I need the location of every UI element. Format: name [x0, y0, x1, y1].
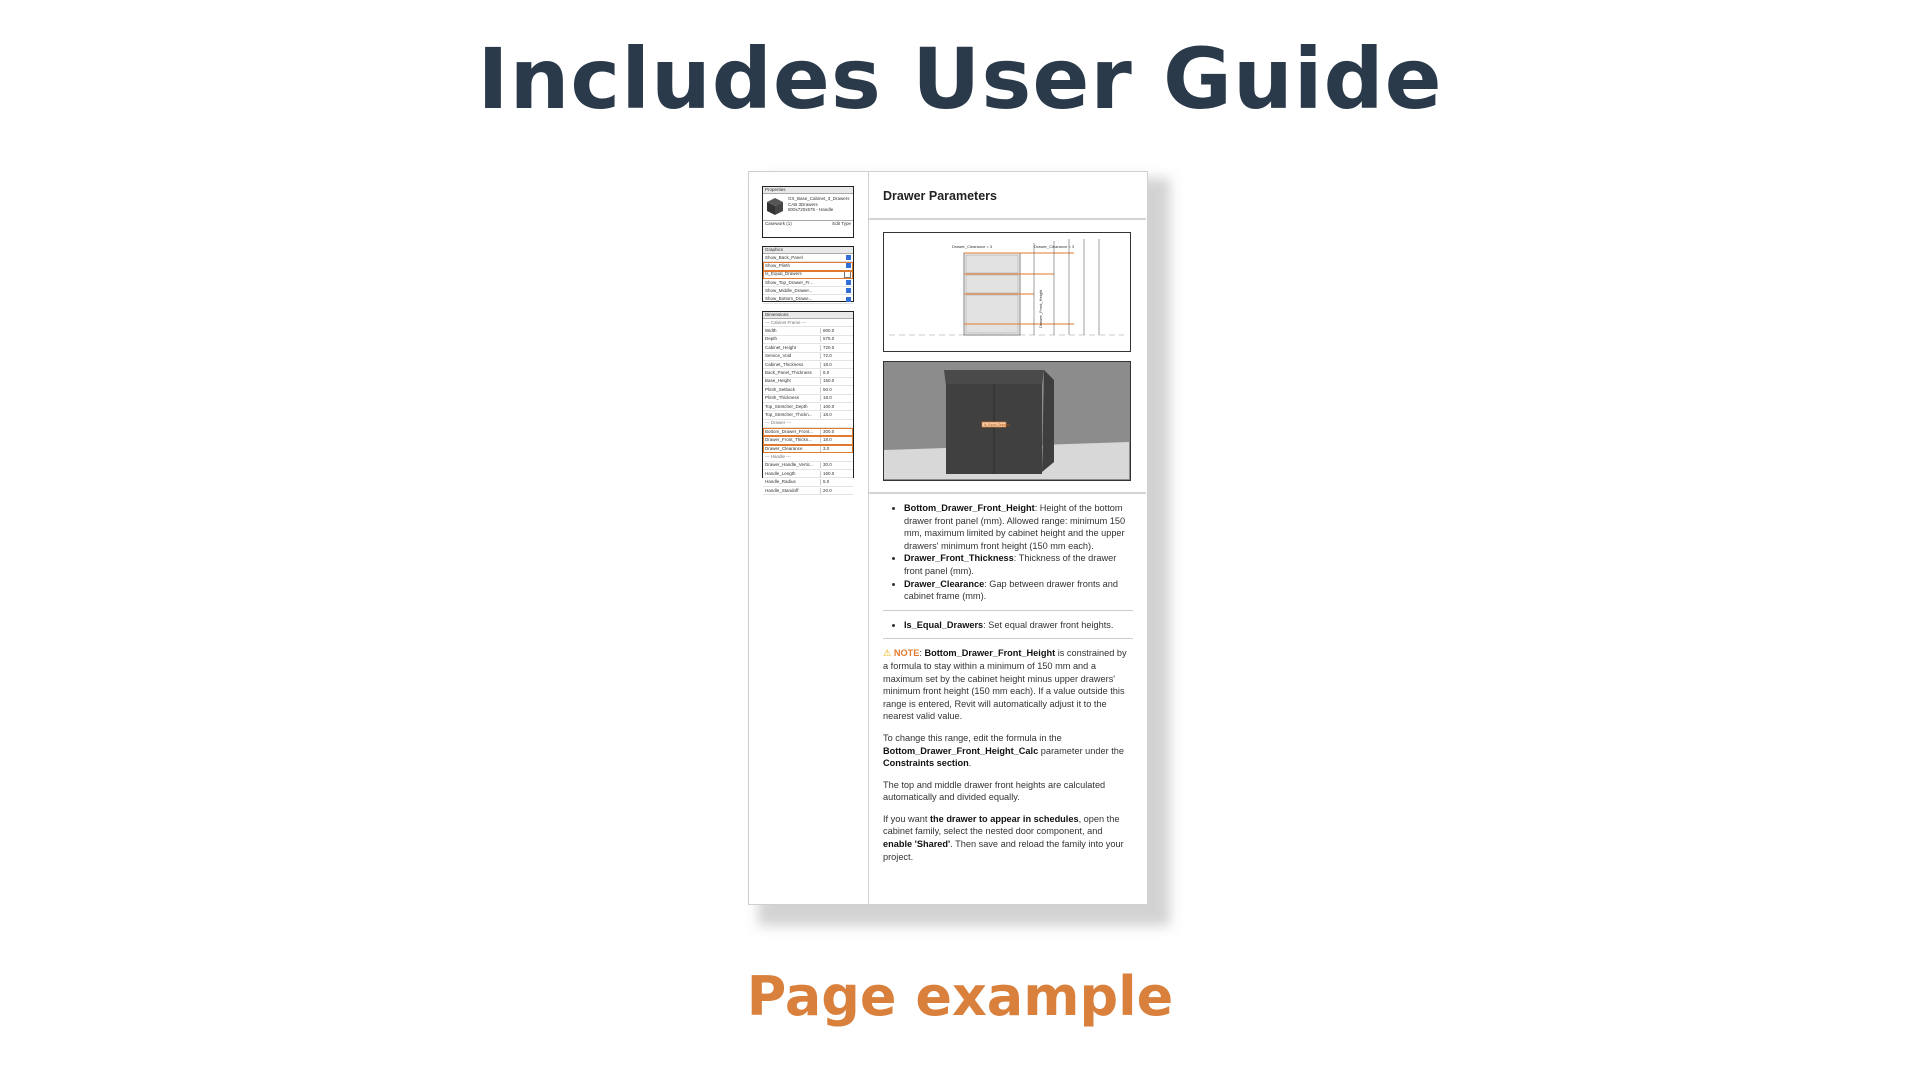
dimensions-row[interactable]	[763, 361, 853, 369]
parameter-term: Bottom_Drawer_Front_Height	[904, 503, 1035, 513]
divider	[869, 218, 1146, 220]
dimensions-row[interactable]	[763, 428, 853, 436]
parameter-item	[904, 552, 1133, 577]
dimensions-row[interactable]	[763, 353, 853, 361]
graphics-row[interactable]	[763, 271, 853, 279]
graphics-row-label: Show_Bottom_Drawe...	[765, 296, 813, 302]
parameter-term: Drawer_Clearance	[904, 578, 985, 589]
diagram-label: Drawer_Front_Height	[1038, 289, 1043, 328]
dimensions-row[interactable]	[763, 487, 853, 495]
dimensions-row[interactable]	[763, 386, 853, 394]
dimensions-row-value[interactable]: 800.0	[820, 328, 851, 334]
checkbox[interactable]	[846, 280, 851, 285]
graphics-panel-header: Graphics	[763, 247, 853, 254]
dimensions-row-value[interactable]: 100.0	[820, 404, 851, 410]
text-run: . Then save and reload the family into your project.	[883, 839, 1124, 862]
dimensions-row-label: Drawer_Clearance	[765, 445, 803, 451]
dimensions-group-header	[763, 420, 853, 428]
dimensions-row-label: Cabinet_Height	[765, 344, 797, 350]
dimensions-row-label: Top_Stretcher_Depth	[765, 403, 808, 409]
text-term: Bottom_Drawer_Front_Height_Calc	[883, 745, 1039, 756]
parameter-term: Drawer_Front_Thickness	[904, 553, 1014, 564]
checkbox[interactable]	[846, 288, 851, 293]
note-label: NOTE	[893, 648, 920, 659]
cabinet-cube-icon	[765, 196, 785, 216]
dimensions-row-value[interactable]: 50.0	[820, 387, 851, 393]
dimensions-row[interactable]	[763, 327, 853, 335]
dimensions-row-label: Drawer_Handle_Vertic...	[765, 462, 814, 468]
section-title: Drawer Parameters	[883, 189, 997, 203]
checkbox[interactable]	[846, 255, 851, 260]
dimensions-row-label: --- Cabinet Frame ---	[765, 319, 807, 325]
dimensions-row-label: Back_Panel_Thickness	[765, 370, 812, 376]
parameter-description	[883, 502, 1133, 872]
dimensions-row-label: Cabinet_Thickness	[765, 361, 804, 367]
graphics-row[interactable]	[763, 295, 853, 303]
text-run: If you want	[883, 813, 930, 824]
dimensions-row[interactable]	[763, 395, 853, 403]
schedule-paragraph	[883, 813, 1133, 863]
dimensions-row-label: Plinth_Thickness	[765, 395, 800, 401]
dimensions-row[interactable]	[763, 478, 853, 486]
dimensions-row-value[interactable]: 150.0	[820, 378, 851, 384]
graphics-row-label: Show_Top_Drawer_Fr...	[765, 279, 814, 285]
dimensions-row-label: Bottom_Drawer_Front...	[765, 428, 814, 434]
text-run: , open the cabinet family, select the nested door component, and	[883, 813, 1120, 837]
graphics-row-label: Is_Equal_Drawers	[765, 271, 802, 277]
parameter-item	[904, 578, 1133, 603]
content-column	[869, 172, 1146, 904]
separator	[883, 610, 1133, 611]
dimensions-row[interactable]	[763, 344, 853, 352]
dimensions-row[interactable]	[763, 403, 853, 411]
dimensions-row-label: Top_Stretcher_Thickn...	[765, 411, 813, 417]
dimensions-row-value[interactable]: 720.0	[820, 345, 851, 351]
dimensions-row[interactable]	[763, 378, 853, 386]
elevation-diagram	[883, 232, 1131, 352]
family-name: GX_Base_Cabinet_3_Drawers	[788, 196, 850, 201]
parameter-item	[904, 619, 1133, 632]
checkbox[interactable]	[846, 263, 851, 268]
dimensions-panel-header: Dimensions	[763, 312, 853, 319]
dimensions-row-value[interactable]: 300.0	[820, 429, 851, 435]
parameter-item	[904, 502, 1133, 552]
dimensions-group-header	[763, 319, 853, 327]
edit-type-button[interactable]: Edit Type	[832, 221, 851, 226]
parameter-text: : Set equal drawer front heights.	[983, 619, 1114, 630]
graphics-row[interactable]	[763, 279, 853, 287]
text-run: parameter under the	[1038, 745, 1125, 756]
type-selector	[763, 194, 853, 218]
graphics-row[interactable]	[763, 287, 853, 295]
instance-row	[763, 220, 853, 227]
dimensions-row-value[interactable]: 20.0	[820, 488, 851, 494]
change-range-paragraph	[883, 732, 1133, 770]
type-line-2: 800x720x575 - Handle	[788, 207, 834, 212]
diagram-label: Drawer_Clearance = 3	[952, 244, 993, 249]
dimensions-row-value[interactable]: 18.0	[820, 412, 851, 418]
caption: Page example	[746, 965, 1174, 1028]
parameter-text: : Gap between drawer fronts and cabinet frame (mm).	[904, 578, 1118, 602]
text-term: enable 'Shared'	[883, 839, 951, 850]
dimensions-row-value[interactable]: 18.0	[820, 395, 851, 401]
dimensions-row-value[interactable]: 18.0	[820, 362, 851, 368]
properties-column	[749, 172, 869, 904]
graphics-panel	[762, 246, 854, 302]
dimensions-panel	[762, 311, 854, 493]
text-term: Constraints section	[883, 758, 969, 769]
dimensions-row-label: Handle_Length	[765, 470, 796, 476]
dimensions-row-label: Handle_Radius	[765, 479, 796, 485]
checkbox[interactable]	[844, 271, 851, 278]
note-term: Bottom_Drawer_Front_Height	[924, 648, 1056, 659]
dimensions-row-value[interactable]: 160.0	[820, 471, 851, 477]
text-run: To change this range, edit the formula in the	[883, 732, 1062, 743]
dimensions-row[interactable]	[763, 411, 853, 419]
parameter-term: Is_Equal_Drawers	[904, 619, 984, 630]
parameter-text: : Thickness of the drawer front panel (mm).	[904, 553, 1117, 576]
divider	[869, 492, 1146, 494]
note-text: is constrained by a formula to stay within a minimum of 150 mm and a maximum set by the cabinet height minus upper drawers' minimum front height (150 mm each). If a value outside this range is entered, Revit will automatically adjust it to the nearest valid value.	[883, 648, 1127, 722]
graphics-row-label: Show_Back_Panel	[765, 254, 803, 260]
type-line-1: CAB 3Drawers	[788, 201, 818, 207]
dimensions-row-label: Service_Void	[765, 353, 792, 359]
dimensions-row-label: Base_Height	[765, 378, 791, 384]
diagram-label: Drawer_Clearance = 3	[1034, 244, 1075, 249]
equal-heights-paragraph: The top and middle drawer front heights are calculated automatically and divided equally.	[883, 779, 1106, 803]
warning-icon: ⚠	[883, 648, 892, 659]
dimensions-row[interactable]	[763, 336, 853, 344]
dimensions-row-label: Width	[765, 328, 777, 334]
separator	[883, 638, 1133, 639]
dimensions-row-value[interactable]: 18.0	[820, 437, 851, 443]
dimensions-row-label: Plinth_Setback	[765, 386, 796, 392]
dimensions-row-value[interactable]: 72.0	[820, 353, 851, 359]
graphics-row[interactable]	[763, 254, 853, 262]
dimensions-row[interactable]	[763, 445, 853, 453]
dimensions-row[interactable]	[763, 369, 853, 377]
note-paragraph: ⚠ NOTE: Bottom_Drawer_Front_Height is constrained by a formula to stay within a minimum of 150 mm and a maximum set by the cabinet height minus upper drawers' minimum front height (150 mm each). If a value outside this range is entered, Revit will automatically adjust it to the nearest valid value.	[883, 648, 1127, 722]
properties-panel	[762, 186, 854, 238]
parameter-list	[883, 502, 1133, 603]
properties-panel-header: Properties	[763, 187, 853, 194]
parameter-list	[883, 619, 1133, 632]
dimensions-row-label: Depth	[765, 336, 778, 342]
dimensions-row[interactable]	[763, 462, 853, 470]
dimensions-row-value[interactable]: 6.0	[820, 370, 851, 376]
dimensions-row-value[interactable]: 3.0	[820, 446, 851, 452]
graphics-row-label: Show_Plinth	[765, 262, 791, 268]
render-tag: Is_Equal_Drawers	[984, 423, 1011, 427]
graphics-row[interactable]	[763, 262, 853, 270]
dimensions-row-label: Handle_Standoff	[765, 487, 799, 493]
dimensions-row-value[interactable]: 575.0	[820, 336, 851, 342]
dimensions-row-value[interactable]: 5.0	[820, 479, 851, 485]
category-selector[interactable]: Casework (1)	[765, 221, 792, 226]
guide-page	[748, 171, 1148, 905]
dimensions-row-label: Drawer_Front_Thickn...	[765, 437, 813, 443]
dimensions-row-value[interactable]: 30.0	[820, 462, 851, 468]
text-run: .	[968, 758, 972, 769]
parameter-text: : Height of the bottom drawer front panel (mm). Allowed range: minimum 150 mm, maximum limited by cabinet height and the upper drawers' minimum front height (150 mm each).	[904, 503, 1126, 551]
headline: Includes User Guide	[477, 30, 1443, 128]
dimensions-row-label: --- Handle ---	[765, 453, 791, 459]
dimensions-row[interactable]	[763, 470, 853, 478]
text-term: the drawer to appear in schedules	[929, 813, 1079, 824]
dimensions-row-label: --- Drawer ---	[765, 420, 791, 426]
cabinet-render	[883, 361, 1131, 481]
dimensions-row[interactable]	[763, 436, 853, 444]
checkbox[interactable]	[846, 297, 851, 302]
graphics-row-label: Show_Middle_Drawer...	[765, 287, 813, 293]
dimensions-group-header	[763, 453, 853, 461]
